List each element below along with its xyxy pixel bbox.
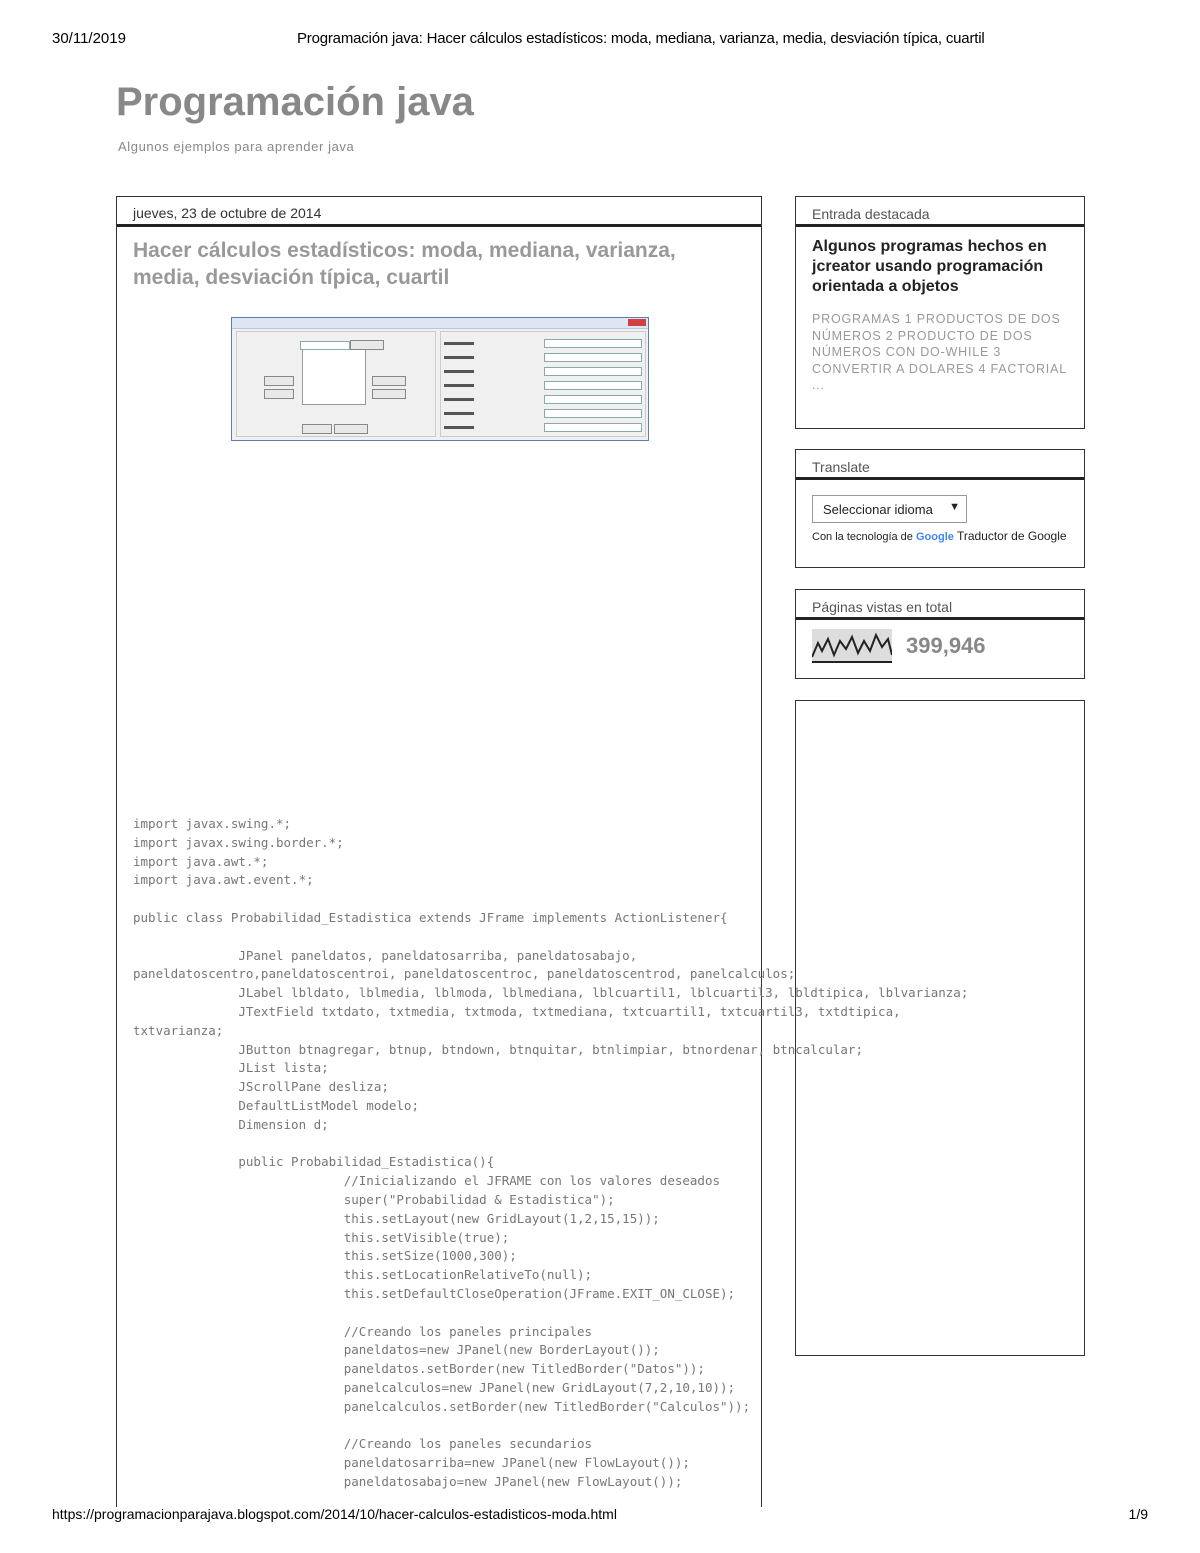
media-label <box>444 342 474 345</box>
sparkline-icon <box>812 629 892 663</box>
down-button <box>264 389 294 399</box>
featured-post-snippet: PROGRAMAS 1 PRODUCTOS DE DOS NÚMEROS 2 PRODUCTO DE DOS NÚMEROS CON DO-WHILE 3 CONVERTIR A DOLARES 4 FACTORIAL ... <box>812 312 1067 392</box>
language-select[interactable] <box>812 495 967 523</box>
blog-description: Algunos ejemplos para aprender java <box>118 139 355 154</box>
quitar-button <box>372 376 406 386</box>
cuartil1-label <box>444 384 474 387</box>
blog-title[interactable]: Programación java <box>116 80 474 124</box>
data-list <box>302 345 366 405</box>
window-titlebar <box>232 318 648 329</box>
agregar-button <box>350 340 384 350</box>
translate-widget <box>795 449 1085 568</box>
dropdown-arrow-icon: ▼ <box>949 501 960 513</box>
cuartil1-field <box>544 381 642 390</box>
dtipica-label <box>444 412 474 415</box>
post-title[interactable]: Hacer cálculos estadísticos: moda, mediana, varianza, media, desviación típica, cuartil <box>133 239 676 289</box>
featured-post-widget <box>795 196 1085 429</box>
featured-heading: Entrada destacada <box>796 197 1084 227</box>
mediana-label <box>444 370 474 373</box>
translate-service-link[interactable]: Traductor de Google <box>956 529 1067 543</box>
print-page-number: 1/9 <box>1128 1506 1148 1522</box>
translate-heading: Translate <box>796 450 1084 480</box>
print-date: 30/11/2019 <box>52 30 126 47</box>
cuartil3-label <box>444 398 474 401</box>
moda-label <box>444 356 474 359</box>
empty-widget <box>795 700 1085 1356</box>
pageviews-widget <box>795 589 1085 679</box>
varianza-label <box>444 426 474 429</box>
print-url: https://programacionparajava.blogspot.com/2014/10/hacer-calculos-estadisticos-moda.html <box>52 1506 617 1522</box>
moda-field <box>544 353 642 362</box>
media-field <box>544 339 642 348</box>
cuartil3-field <box>544 395 642 404</box>
print-header <box>52 30 1148 50</box>
post-date: jueves, 23 de octubre de 2014 <box>117 197 761 227</box>
limpiar-button <box>372 389 406 399</box>
language-select-label: Seleccionar idioma <box>823 502 933 517</box>
mediana-field <box>544 367 642 376</box>
dato-field <box>300 341 350 350</box>
print-document-title: Programación java: Hacer cálculos estadísticos: moda, mediana, varianza, media, desviación típica, cuartil <box>297 30 985 47</box>
up-button <box>264 376 294 386</box>
featured-post-title[interactable]: Algunos programas hechos en jcreator usando programación orientada a objetos <box>812 238 1047 295</box>
dtipica-field <box>544 409 642 418</box>
post-code: import javax.swing.*; import javax.swing.border.*; import java.awt.*; import java.awt.event.*; public class Probabilidad_Estadistica extends JFrame implements ActionListener{ JPanel paneldatos, paneldatosarriba, paneldatosabajo, paneldatoscentro,paneldatoscentroi, paneldatoscentroc, paneldatoscentrod, panelcalculos; JLabel lbldato, lblmedia, lblmoda, lblmediana, lblcuartil1, lblcuartil3, lbldtipica, lblvarianza; JTextField txtdato, txtmedia, txtmoda, txtmediana, txtcuartil1, txtcuartil3, txtdtipica, txtvarianza; JButton btnagregar, btnup, btndown, btnquitar, btnlimpiar, btnordenar, btncalcular; JList lista; JScrollPane desliza; DefaultListModel modelo; Dimension d; public Probabilidad_Estadistica(){ //Inicializando el JFRAME con los valores deseados super("Probabilidad & Estadistica"); this.setLayout(new GridLayout(1,2,15,15)); this.setVisible(true); this.setSize(1000,300); this.setLocationRelativeTo(null); this.setDefaultCloseOperation(JFrame.EXIT_ON_CLOSE); //Creando los paneles principales paneldatos=new JPanel(new BorderLayout()); paneldatos.setBorder(new TitledBorder("Datos")); panelcalculos=new JPanel(new GridLayout(7,2,10,10)); panelcalculos.setBorder(new TitledBorder("Calculos")); //Creando los paneles secundarios paneldatosarriba=new JPanel(new FlowLayout()); paneldatosabajo=new JPanel(new FlowLayout()); <box>133 816 969 1489</box>
powered-prefix: Con la tecnología de <box>812 531 913 543</box>
close-icon <box>628 319 646 326</box>
google-logo[interactable]: Google <box>915 531 954 543</box>
pageviews-count: 399,946 <box>906 633 986 658</box>
calcular-button <box>334 424 368 434</box>
powered-by-google <box>812 529 1084 543</box>
ordenar-button <box>302 424 332 434</box>
app-screenshot-image[interactable] <box>231 317 649 441</box>
pageviews-heading: Páginas vistas en total <box>796 590 1084 620</box>
pageviews-counter <box>812 630 1084 662</box>
varianza-field <box>544 423 642 432</box>
